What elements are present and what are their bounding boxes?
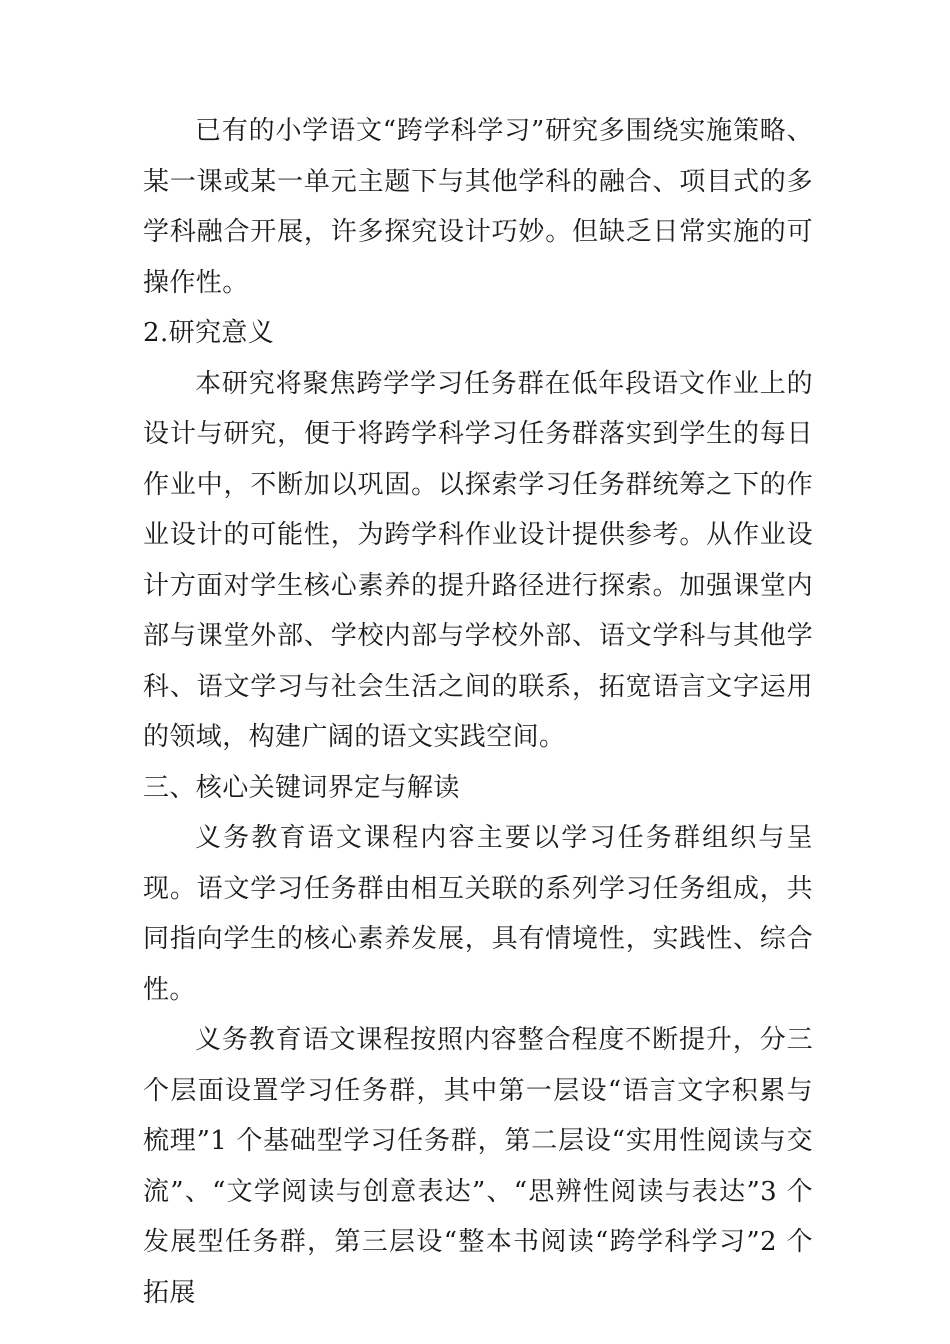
section-heading-keywords: 三、核心关键词界定与解读 [143, 772, 460, 803]
paragraph-task-groups-levels: 义务教育语文课程按照内容整合程度不断提升，分三个层面设置学习任务群，其中第一层设“语言文字积累与梳理”1 个基础型学习任务群，第二层设“实用性阅读与交流”、“文学阅读与创意表达”、“思辨性阅读与表达”3 个发展型任务群，第三层设“整本书阅读“跨学科学习”2 个拓展 [143, 1025, 813, 1308]
paragraph-research-significance: 本研究将聚焦跨学学习任务群在低年段语文作业上的设计与研究，便于将跨学科学习任务群落实到学生的每日作业中，不断加以巩固。以探索学习任务群统筹之下的作业设计的可能性，为跨学科作业设计提供参考。从作业设计方面对学生核心素养的提升路径进行探索。加强课堂内部与课堂外部、学校内部与学校外部、语文学科与其他学科、语文学习与社会生活之间的联系，拓宽语言文字运用的领域，构建广阔的语文实践空间。 [143, 368, 813, 752]
paragraph-task-groups-definition: 义务教育语文课程内容主要以学习任务群组织与呈现。语文学习任务群由相互关联的系列学习任务组成，共同指向学生的核心素养发展，具有情境性，实践性、综合性。 [143, 823, 813, 1005]
document-body [143, 106, 813, 1318]
paragraph-existing-research: 已有的小学语文“跨学科学习”研究多围绕实施策略、某一课或某一单元主题下与其他学科的融合、项目式的多学科融合开展，许多探究设计巧妙。但缺乏日常实施的可操作性。 [143, 116, 813, 298]
section-heading-research-significance: 2.研究意义 [143, 318, 275, 348]
